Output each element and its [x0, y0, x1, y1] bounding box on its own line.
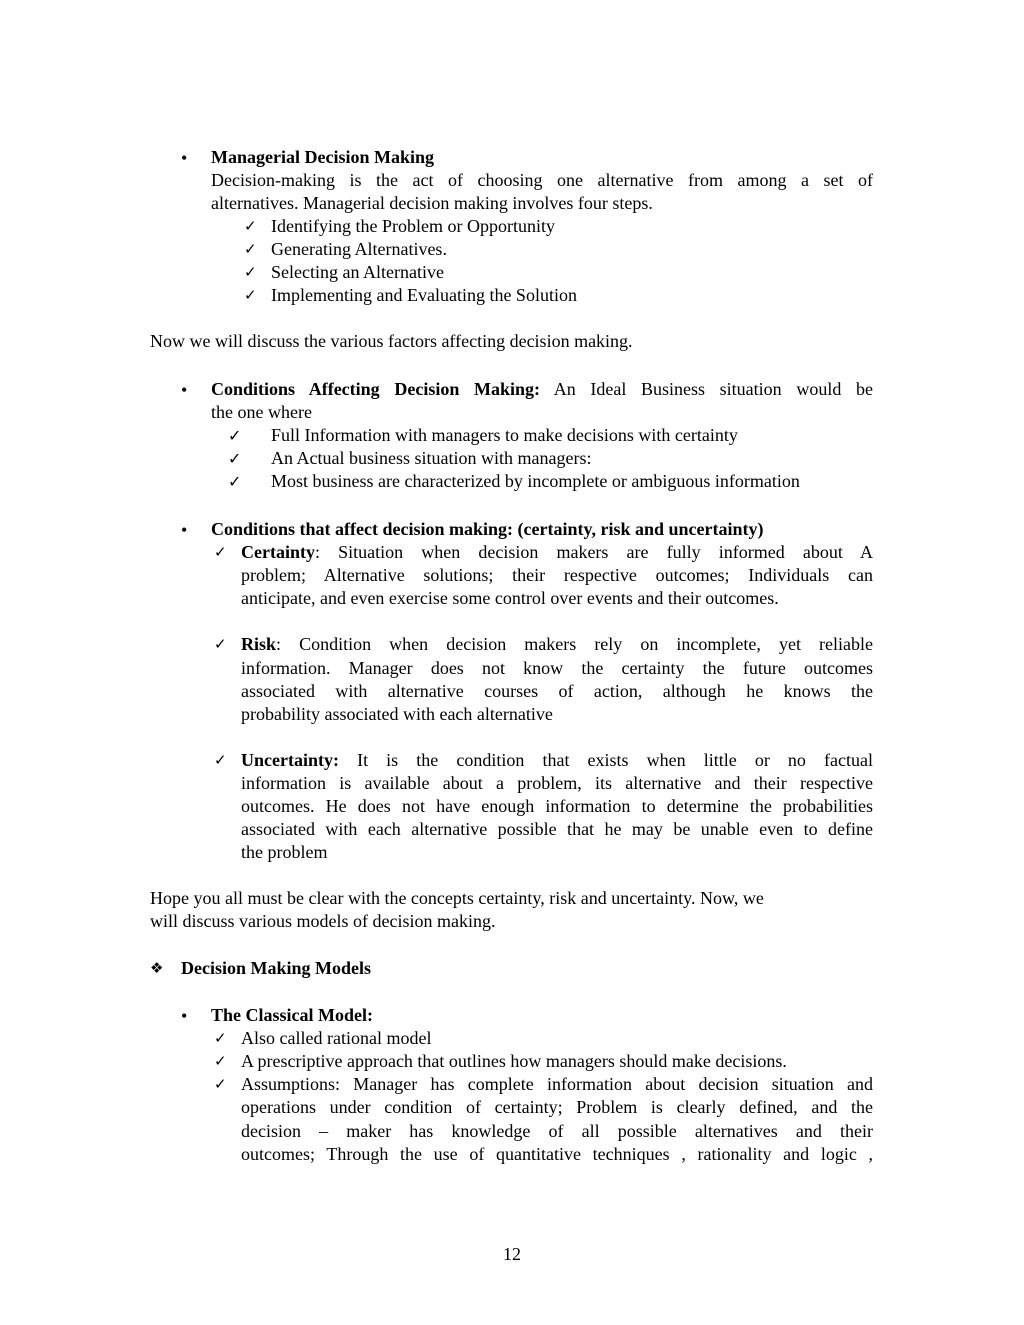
checkmark-icon: ✓ [214, 751, 227, 769]
paragraph-line: outcomes; Through the use of quantitative techniques , rationality and logic , [241, 1144, 873, 1164]
list-item: A prescriptive approach that outlines how managers should make decisions. [241, 1051, 787, 1071]
paragraph-line: information is available about a problem, its alternative and their respective [241, 773, 873, 793]
page-number: 12 [503, 1244, 521, 1264]
section-heading: Decision Making Models [181, 958, 372, 978]
paragraph-line: decision – maker has knowledge of all possible alternatives and their [241, 1121, 873, 1141]
paragraph-line: anticipate, and even exercise some control over events and their outcomes. [241, 588, 779, 608]
checkmark-icon: ✓ [214, 1075, 227, 1093]
paragraph-line: Now we will discuss the various factors affecting decision making. [150, 331, 633, 351]
list-item: Implementing and Evaluating the Solution [271, 285, 577, 305]
term-label: Certainty [241, 542, 315, 562]
bullet-icon: • [181, 1006, 188, 1026]
section-heading: Conditions Affecting Decision Making: [211, 379, 541, 399]
paragraph-text: An Ideal Business situation would be [540, 379, 873, 399]
paragraph-line: Decision-making is the act of choosing one alternative from among a set of [211, 170, 873, 190]
checkmark-icon: ✓ [214, 1052, 227, 1070]
paragraph-line [241, 633, 873, 656]
paragraph-line: associated with each alternative possible that he may be unable even to define [241, 819, 873, 839]
paragraph-line: the one where [211, 402, 312, 422]
list-item: Identifying the Problem or Opportunity [271, 216, 555, 236]
checkmark-icon: ✓ [244, 240, 257, 258]
term-label: Risk [241, 634, 277, 654]
paragraph-line: Assumptions: Manager has complete information about decision situation and [241, 1074, 873, 1094]
paragraph-line: associated with alternative courses of action, although he knows the [241, 681, 873, 701]
paragraph-line: probability associated with each alternative [241, 704, 553, 724]
paragraph-text: It is the condition that exists when little or no factual [338, 750, 873, 770]
list-item: Also called rational model [241, 1028, 432, 1048]
checkmark-icon: ✓ [244, 217, 257, 235]
diamond-bullet-icon: ❖ [150, 959, 164, 977]
paragraph-line [211, 378, 873, 401]
checkmark-icon: ✓ [214, 543, 227, 561]
list-item: An Actual business situation with managers: [271, 448, 592, 468]
bullet-icon: • [181, 520, 188, 540]
checkmark-icon: ✓ [244, 263, 257, 281]
section-heading: The Classical Model: [211, 1005, 373, 1025]
paragraph-line: operations under condition of certainty; Problem is clearly defined, and the [241, 1097, 873, 1117]
paragraph-line: outcomes. He does not have enough information to determine the probabilities [241, 796, 873, 816]
paragraph-text: : Situation when decision makers are fully informed about A [314, 542, 873, 562]
bullet-icon: • [181, 148, 188, 168]
checkmark-icon: ✓ [228, 449, 242, 468]
term-label: Uncertainty: [241, 750, 339, 770]
list-item: Full Information with managers to make decisions with certainty [271, 425, 738, 445]
checkmark-icon: ✓ [214, 635, 227, 653]
checkmark-icon: ✓ [214, 1029, 227, 1047]
list-item: Most business are characterized by incomplete or ambiguous information [271, 471, 800, 491]
checkmark-icon: ✓ [228, 472, 242, 491]
section-heading: Managerial Decision Making [211, 147, 434, 167]
checkmark-icon: ✓ [244, 286, 257, 304]
paragraph-line [241, 749, 873, 772]
bullet-icon: • [181, 380, 188, 400]
paragraph-line: alternatives. Managerial decision making involves four steps. [211, 193, 653, 213]
paragraph-line: problem; Alternative solutions; their respective outcomes; Individuals can [241, 565, 873, 585]
paragraph-line: will discuss various models of decision making. [150, 911, 496, 931]
list-item: Generating Alternatives. [271, 239, 447, 259]
section-heading: Conditions that affect decision making: (certainty, risk and uncertainty) [211, 519, 764, 539]
paragraph-text: : Condition when decision makers rely on incomplete, yet reliable [276, 634, 873, 654]
paragraph-line: the problem [241, 842, 328, 862]
paragraph-line: information. Manager does not know the certainty the future outcomes [241, 658, 873, 678]
list-item: Selecting an Alternative [271, 262, 444, 282]
checkmark-icon: ✓ [228, 426, 242, 445]
paragraph-line [241, 541, 873, 564]
paragraph-line: Hope you all must be clear with the concepts certainty, risk and uncertainty. Now, we [150, 888, 764, 908]
